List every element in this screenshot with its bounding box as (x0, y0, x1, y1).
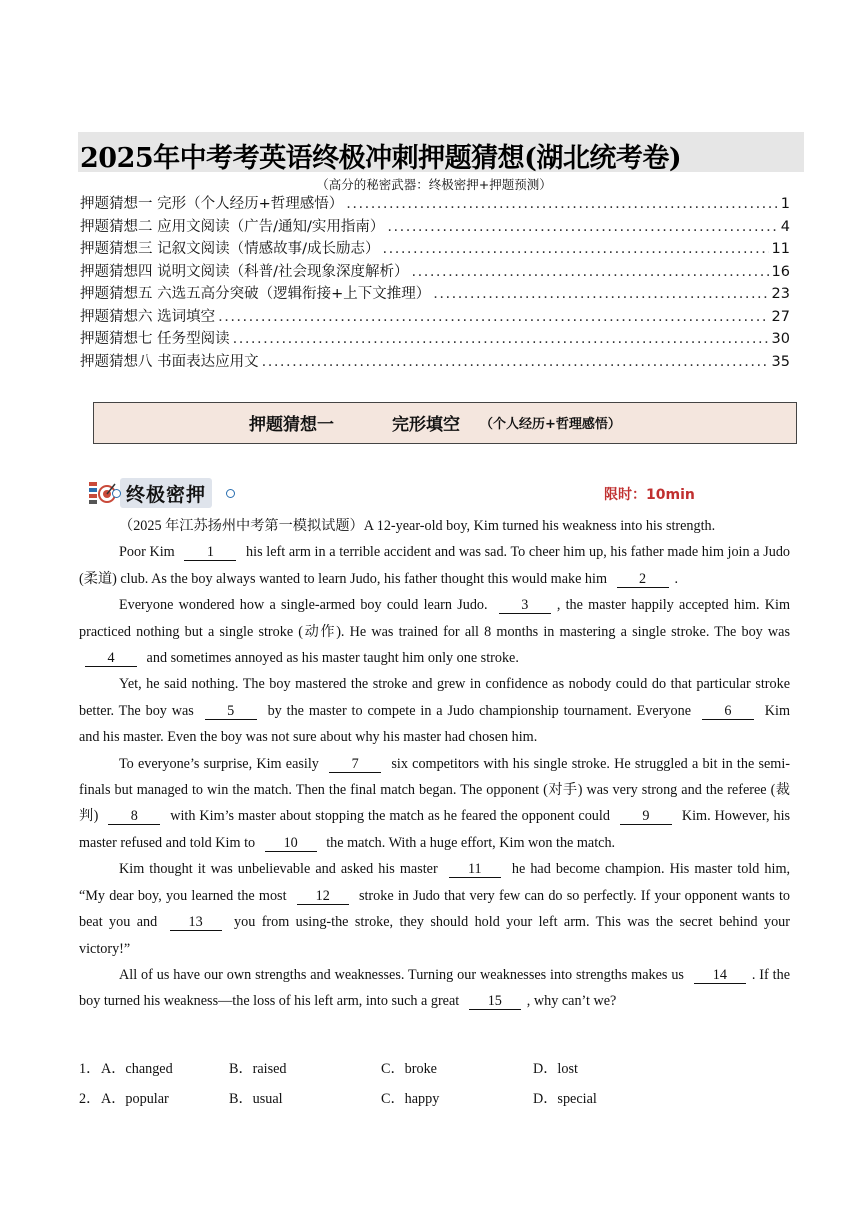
text: the match. With a huge effort, Kim won the match. (326, 834, 616, 851)
text: Kim and his master. Even the boy was not sure about why his master had chosen him. (79, 702, 790, 746)
title-bar (78, 132, 804, 172)
text: . If the boy turned his weakness—the loss of his left arm, into such a great (79, 966, 790, 1010)
blank[interactable]: 11 (449, 861, 501, 878)
toc-page: 30 (771, 331, 790, 347)
text: his left arm in a terrible accident and was sad. To cheer him up, his father made him join a Judo (柔道) club. As the boy always wanted to learn Judo, his father thought this would make him (79, 544, 791, 587)
option-c[interactable]: C．broke (381, 1061, 437, 1077)
text: stroke in Judo that very few can do so perfectly. If your opponent wants to beat you and (79, 887, 791, 931)
blank[interactable]: 7 (329, 756, 381, 773)
text: , why can’t we? (526, 993, 617, 1010)
cloze-passage (79, 513, 790, 1015)
paragraph (79, 962, 790, 1015)
option-c[interactable]: C．happy (381, 1091, 440, 1107)
paragraph (79, 539, 790, 592)
toc-leader (262, 354, 769, 370)
text: and sometimes annoyed as his master taught him only one stroke. (146, 650, 519, 667)
text: . (674, 570, 679, 587)
question-number: 2． (79, 1091, 101, 1107)
blank[interactable]: 2 (617, 571, 669, 588)
toc-leader (387, 219, 777, 235)
blank[interactable]: 1 (184, 544, 236, 561)
text: Kim. However, his master refused and told Kim to (79, 808, 791, 851)
text: with Kim’s master about stopping the match as he feared the opponent could (170, 808, 610, 825)
paragraph (79, 592, 790, 671)
toc-label: 押题猜想八 书面表达应用文 (80, 353, 259, 370)
paragraph (79, 751, 790, 857)
blank[interactable]: 14 (694, 967, 746, 984)
table-of-contents (80, 192, 790, 372)
text: To everyone’s surprise, Kim easily (119, 755, 319, 772)
blank[interactable]: 3 (499, 597, 551, 614)
toc-label: 押题猜想六 选词填空 (80, 308, 216, 325)
paragraph (79, 671, 790, 750)
question-row (79, 1088, 790, 1118)
text: Poor Kim (119, 544, 175, 561)
section-subtitle: （个人经历+哲理感悟） (480, 417, 621, 432)
toc-page: 35 (771, 353, 790, 370)
blank[interactable]: 15 (469, 993, 521, 1010)
document-subtitle: （高分的秘密武器：终极密押+押题预测） (316, 177, 552, 192)
toc-label: 押题猜想五 六选五高分突破（逻辑衔接+上下文推理） (80, 286, 431, 302)
text: six competitors with his single stroke. He struggled a bit in the semi-finals but managed to win the match. Then the final match began. The opponent (对手) was very strong and the referee (裁判) (79, 755, 791, 825)
text: , the master happily accepted him. Kim practiced nothing but a single stroke (动作). He was trained for all 8 months in mastering a single stroke. The boy was (79, 597, 790, 640)
option-a[interactable]: A．changed (101, 1061, 173, 1077)
answer-options (79, 1058, 790, 1118)
option-d[interactable]: D．lost (533, 1061, 578, 1077)
toc-item[interactable] (80, 260, 790, 283)
text: he had become champion. His master told him, “My dear boy, you learned the most (79, 861, 791, 904)
section-header (93, 402, 797, 444)
blank[interactable]: 5 (205, 703, 257, 720)
blank[interactable]: 13 (170, 914, 222, 931)
toc-item[interactable] (80, 350, 790, 373)
passage-source: （2025 年江苏扬州中考第一模拟试题）A 12-year-old boy, Kim turned his weakness into his strength. (119, 518, 716, 534)
section-name: 完形填空 (392, 415, 460, 435)
blank[interactable]: 10 (265, 835, 317, 852)
toc-label: 押题猜想一 完形（个人经历+哲理感悟） (80, 196, 344, 212)
toc-page: 1 (780, 196, 790, 212)
question-number: 1． (79, 1061, 101, 1077)
toc-leader (346, 196, 778, 212)
blank[interactable]: 12 (297, 888, 349, 905)
time-limit: 限时：10min (604, 487, 695, 503)
question-row (79, 1058, 790, 1088)
toc-item[interactable] (80, 215, 790, 238)
toc-page: 27 (771, 308, 790, 325)
toc-page: 11 (771, 241, 790, 257)
toc-item[interactable] (80, 192, 790, 215)
blank[interactable]: 6 (702, 703, 754, 720)
document-title: 2025年中考考英语终极冲刺押题猜想(湖北统考卷) (80, 143, 682, 174)
section-label: 押题猜想一 (249, 415, 334, 435)
toc-label: 押题猜想七 任务型阅读 (80, 331, 230, 347)
toc-leader (383, 241, 769, 257)
text: All of us have our own strengths and weaknesses. Turning our weaknesses into strengths makes us (119, 966, 684, 983)
toc-page: 23 (771, 286, 790, 302)
toc-label: 押题猜想二 应用文阅读（广告/通知/实用指南） (80, 218, 385, 235)
toc-label: 押题猜想四 说明文阅读（科普/社会现象深度解析） (80, 263, 409, 280)
option-b[interactable]: B．usual (229, 1091, 283, 1107)
blank[interactable]: 4 (85, 650, 137, 667)
toc-item[interactable] (80, 237, 790, 260)
text: Kim thought it was unbelievable and asked his master (119, 861, 438, 878)
option-b[interactable]: B．raised (229, 1061, 287, 1077)
option-d[interactable]: D．special (533, 1091, 597, 1107)
paragraph (79, 856, 790, 962)
text: Everyone wondered how a single-armed boy could learn Judo. (119, 597, 488, 614)
toc-leader (233, 331, 769, 347)
option-a[interactable]: A．popular (101, 1091, 169, 1107)
toc-leader (433, 286, 768, 302)
toc-item[interactable] (80, 305, 790, 328)
text: you from using-the stroke, they should hold your left arm. This was the secret behind your victory!” (79, 914, 790, 957)
toc-page: 16 (771, 263, 790, 280)
banner-tag (120, 478, 212, 508)
blank[interactable]: 8 (108, 808, 160, 825)
toc-leader (218, 309, 768, 325)
toc-item[interactable] (80, 327, 790, 350)
banner-dot-icon (226, 489, 235, 498)
banner-dot-icon (112, 489, 121, 498)
banner-tag-text: 终极密押 (126, 484, 207, 506)
blank[interactable]: 9 (620, 808, 672, 825)
toc-item[interactable] (80, 282, 790, 305)
toc-page: 4 (780, 218, 790, 235)
text: by the master to compete in a Judo championship tournament. Everyone (267, 702, 691, 719)
toc-label: 押题猜想三 记叙文阅读（情感故事/成长励志） (80, 241, 380, 257)
text: Yet, he said nothing. The boy mastered the stroke and grew in confidence as nobody could do that particular stroke better. The boy was (79, 676, 790, 719)
toc-leader (412, 264, 769, 280)
